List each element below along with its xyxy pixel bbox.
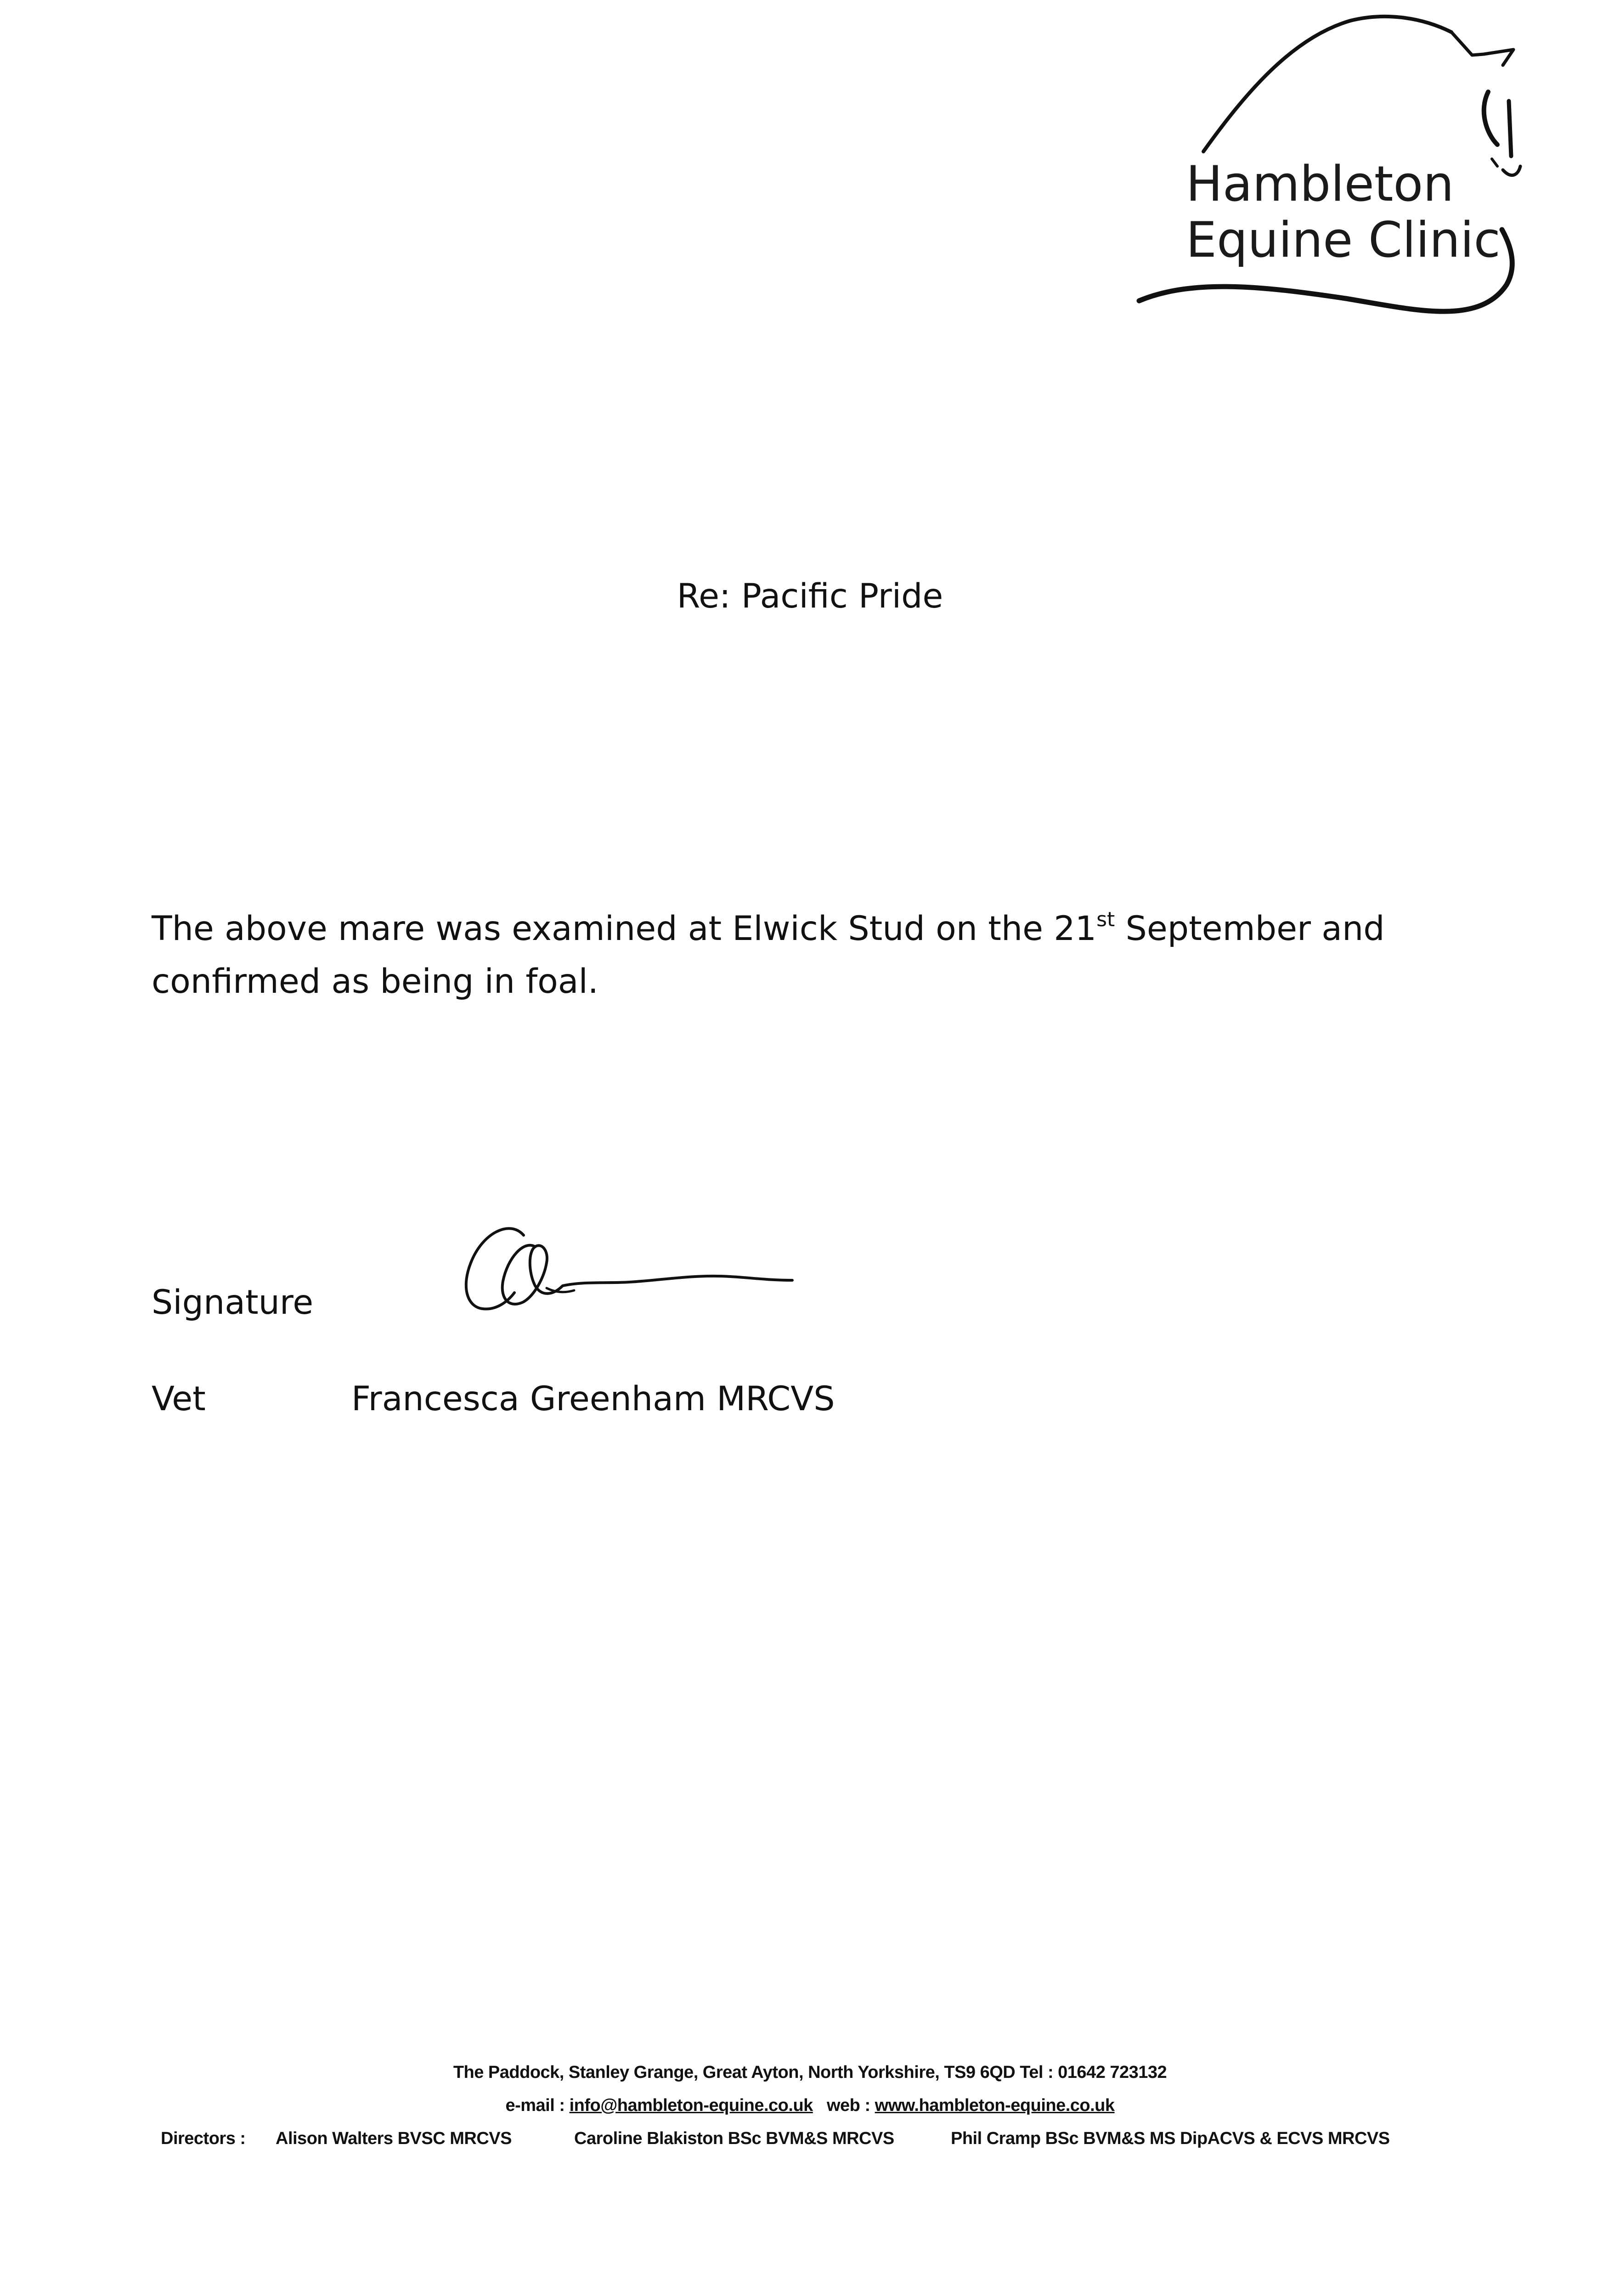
- signature-label: Signature: [152, 1283, 314, 1322]
- vet-label: Vet: [152, 1379, 206, 1418]
- logo-text-line-2: Equine Clinic: [1186, 212, 1501, 268]
- web-label: web :: [826, 2096, 875, 2115]
- director-name: Phil Cramp BSc BVM&S MS DipACVS & ECVS MRCVS: [951, 2129, 1390, 2148]
- vet-name: Francesca Greenham MRCVS: [351, 1379, 835, 1418]
- handwritten-signature: [455, 1208, 804, 1336]
- email-label: e-mail :: [505, 2096, 570, 2115]
- clinic-logo: [1130, 14, 1589, 331]
- web-link[interactable]: www.hambleton-equine.co.uk: [875, 2096, 1115, 2115]
- footer-directors: [161, 2130, 1390, 2147]
- email-link[interactable]: info@hambleton-equine.co.uk: [569, 2096, 813, 2115]
- statement-paragraph: [152, 905, 1484, 1006]
- directors-label: Directors :: [161, 2129, 246, 2148]
- statement-text-before: The above mare was examined at Elwick Stud on the 21: [152, 909, 1097, 948]
- logo-text-line-1: Hambleton: [1186, 156, 1454, 212]
- footer-contact: [0, 2097, 1620, 2114]
- statement-ordinal-suffix: st: [1096, 908, 1115, 931]
- director-name: Caroline Blakiston BSc BVM&S MRCVS: [574, 2129, 894, 2148]
- director-name: Alison Walters BVSC MRCVS: [276, 2129, 512, 2148]
- footer-address: The Paddock, Stanley Grange, Great Ayton, North Yorkshire, TS9 6QD Tel : 01642 723132: [453, 2063, 1167, 2082]
- subject-line: Re: Pacific Pride: [677, 577, 943, 616]
- statement-text-after: September and confirmed as being in foal.: [152, 909, 1385, 1001]
